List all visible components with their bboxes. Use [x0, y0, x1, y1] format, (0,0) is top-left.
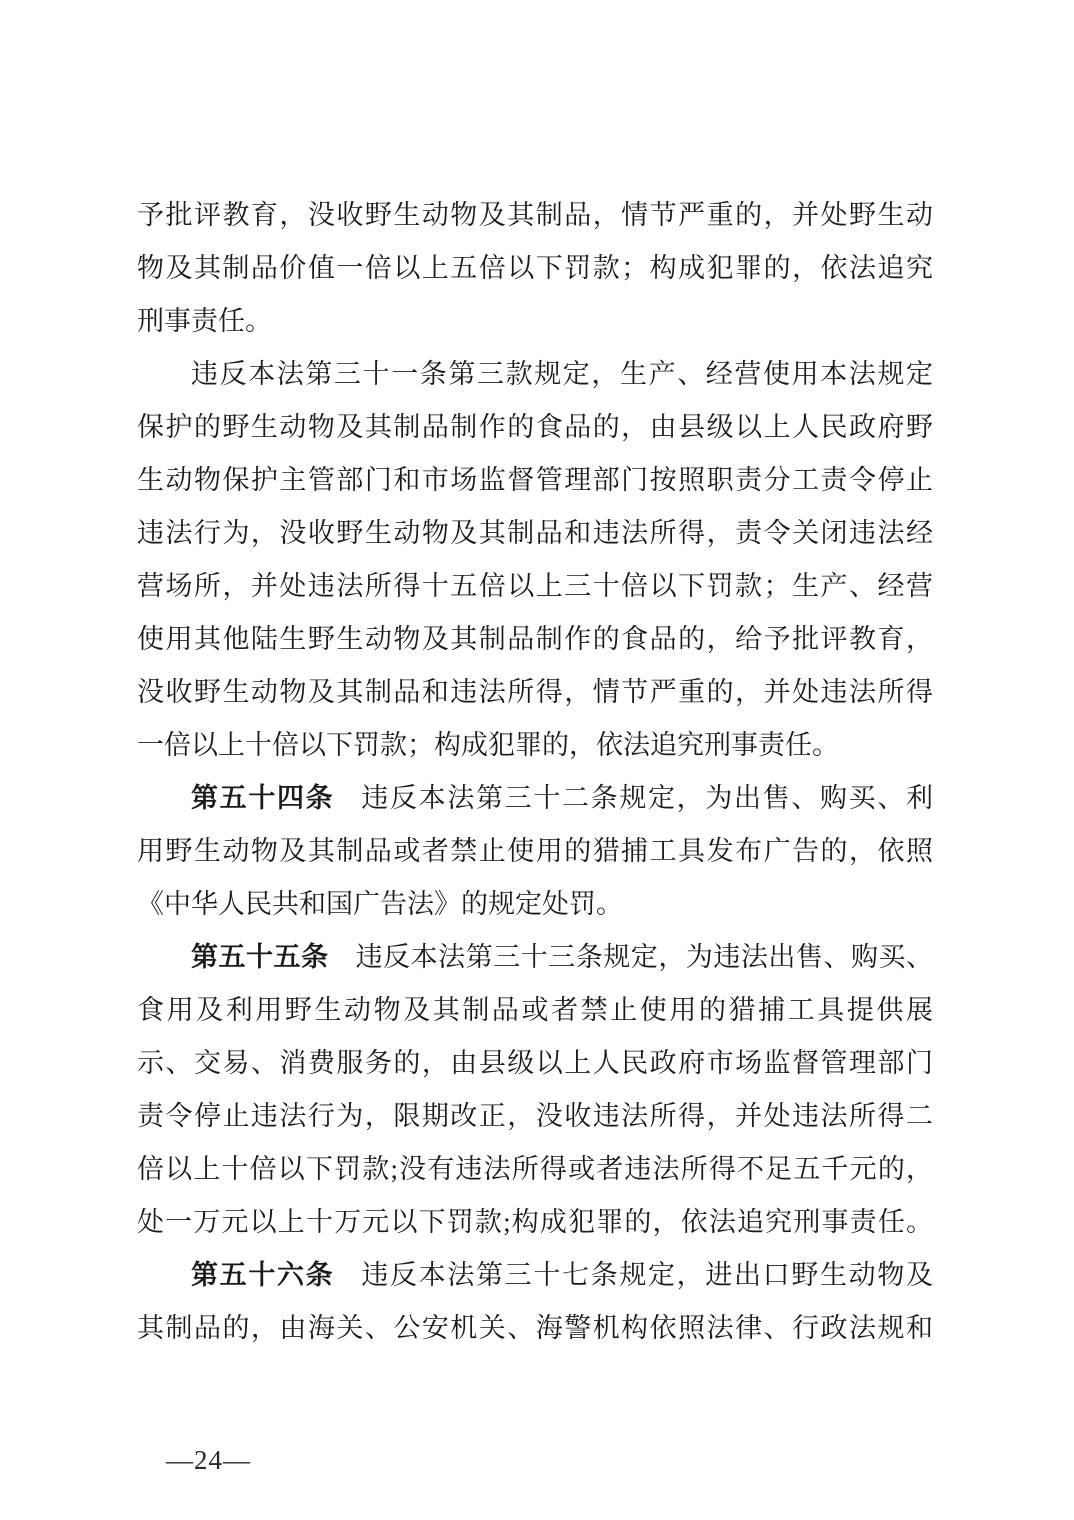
text-line	[137, 1249, 933, 1302]
text-line	[137, 401, 933, 454]
line-text: 违反本法第三十二条规定，为出售、购买、利	[361, 783, 933, 813]
text-line	[137, 772, 933, 825]
line-text: 示、交易、消费服务的，由县级以上人民政府市场监督管理部门	[137, 1048, 933, 1078]
line-text: 生动物保护主管部门和市场监督管理部门按照职责分工责令停止	[137, 465, 933, 495]
text-line	[137, 560, 933, 613]
line-text: 违反本法第三十一条第三款规定，生产、经营使用本法规定	[191, 359, 933, 389]
line-text: 刑事责任。	[137, 306, 272, 336]
line-text: 物及其制品价值一倍以上五倍以下罚款；构成犯罪的，依法追究	[137, 253, 933, 283]
line-text: 《中华人民共和国广告法》的规定处罚。	[137, 889, 623, 919]
text-line	[137, 507, 933, 560]
text-line	[137, 984, 933, 1037]
text-line	[137, 1196, 933, 1249]
line-text: 使用其他陆生野生动物及其制品制作的食品的，给予批评教育，	[137, 624, 933, 654]
line-text: 用野生动物及其制品或者禁止使用的猎捕工具发布广告的，依照	[137, 836, 933, 866]
line-text: 营场所，并处违法所得十五倍以上三十倍以下罚款；生产、经营	[137, 571, 933, 601]
line-text: 倍以上十倍以下罚款;没有违法所得或者违法所得不足五千元的，	[137, 1154, 933, 1184]
line-text: 违法行为，没收野生动物及其制品和违法所得，责令关闭违法经	[137, 518, 933, 548]
text-line	[137, 613, 933, 666]
text-line	[137, 719, 933, 772]
line-text: 处一万元以上十万元以下罚款;构成犯罪的，依法追究刑事责任。	[137, 1207, 933, 1237]
text-line	[137, 348, 933, 401]
line-text: 没收野生动物及其制品和违法所得，情节严重的，并处违法所得	[137, 677, 933, 707]
text-line	[137, 825, 933, 878]
text-line	[137, 454, 933, 507]
text-line	[137, 666, 933, 719]
line-text: 违反本法第三十七条规定，进出口野生动物及	[361, 1260, 933, 1290]
text-line	[137, 1143, 933, 1196]
text-line	[137, 295, 933, 348]
article-number-heading: 第五十四条	[191, 783, 335, 813]
document-body	[137, 189, 933, 1355]
text-line	[137, 1302, 933, 1355]
line-text: 予批评教育，没收野生动物及其制品，情节严重的，并处野生动	[137, 200, 933, 230]
line-text: 一倍以上十倍以下罚款；构成犯罪的，依法追究刑事责任。	[137, 730, 839, 760]
line-text: 违反本法第三十三条规定，为违法出售、购买、	[355, 942, 933, 972]
article-number-heading: 第五十五条	[191, 942, 329, 972]
text-line	[137, 1090, 933, 1143]
text-line	[137, 189, 933, 242]
text-line	[137, 878, 933, 931]
text-line	[137, 242, 933, 295]
line-text: 保护的野生动物及其制品制作的食品的，由县级以上人民政府野	[137, 412, 933, 442]
line-text: 其制品的，由海关、公安机关、海警机构依照法律、行政法规和	[137, 1313, 933, 1343]
page-number: —24—	[166, 1445, 251, 1475]
article-number-heading: 第五十六条	[191, 1260, 335, 1290]
line-text: 食用及利用野生动物及其制品或者禁止使用的猎捕工具提供展	[137, 995, 933, 1025]
line-text: 责令停止违法行为，限期改正，没收违法所得，并处违法所得二	[137, 1101, 933, 1131]
text-line	[137, 931, 933, 984]
text-line	[137, 1037, 933, 1090]
